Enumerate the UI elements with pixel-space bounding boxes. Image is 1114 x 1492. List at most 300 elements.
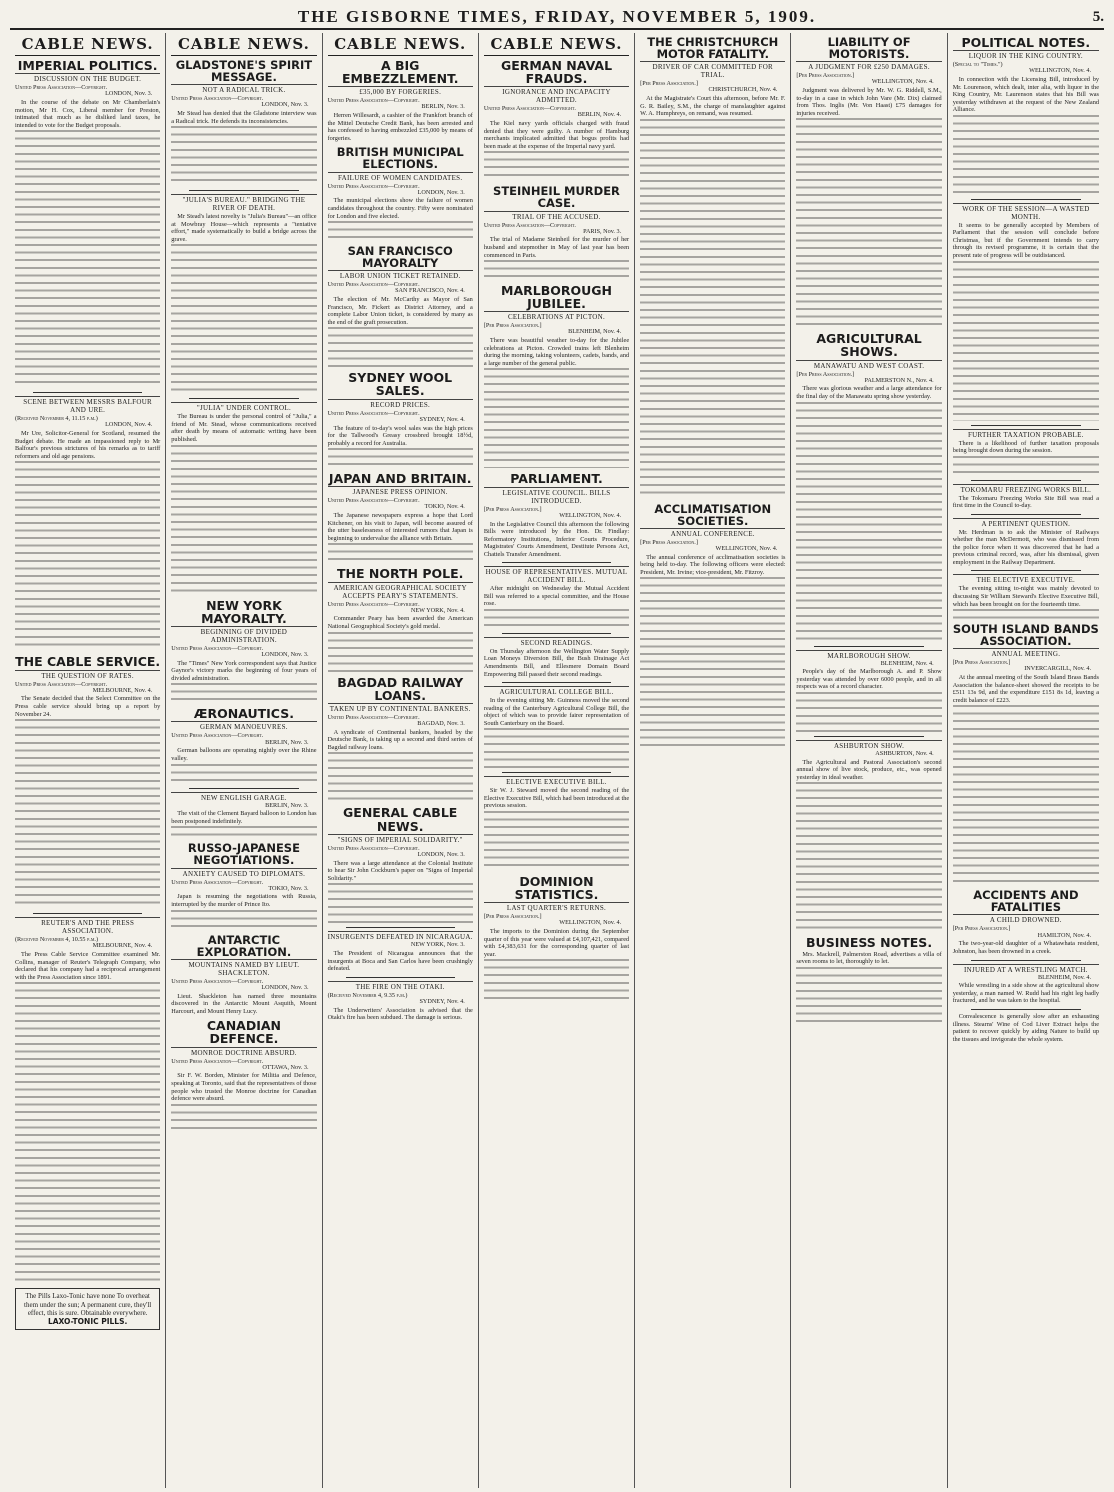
article-body: Mr Stead's latest novelty is "Julia's Bureau"—an office at Mowbray House—which represents a "tentative effort," made systematically to build a bridge across the grave. xyxy=(171,213,317,243)
article-continuation-text xyxy=(484,609,629,629)
article-headline: SOUTH ISLAND BANDS ASSOCIATION. xyxy=(952,622,1099,649)
article xyxy=(796,36,941,328)
article-headline: GLADSTONE'S SPIRIT MESSAGE. xyxy=(175,58,313,85)
article-credit: United Press Association—Copyright. xyxy=(327,600,420,608)
article xyxy=(15,655,160,909)
article-dateline: OTTAWA, Nov. 3. xyxy=(262,1063,309,1071)
article-credit: (Received November 4, 9.35 p.m.) xyxy=(327,991,408,999)
article-credit: (Received November 4, 10.55 p.m.) xyxy=(15,936,99,944)
column-header: CABLE NEWS. xyxy=(15,35,160,56)
article xyxy=(484,472,629,558)
article-body: The two-year-old daughter of a Whatawhata resident, Johnston, has been drowned in a creek. xyxy=(952,940,1099,955)
article xyxy=(484,875,629,999)
column-4 xyxy=(479,33,635,1488)
article xyxy=(328,676,473,803)
article-continuation-text xyxy=(328,752,473,802)
article-body: The Japanese newspapers express a hope that Lord Kitchener, on his visit to Japan, will become assured of the utter baselessness of interested rumors that Japan is beginning to undervalue the alliance with Britain. xyxy=(327,512,473,542)
article xyxy=(15,392,160,651)
article-body: The "Times" New York correspondent says that Justice Gaynor's victory marks the beginning of four years of divided administration. xyxy=(171,659,317,682)
section-rule xyxy=(971,570,1081,571)
article-continuation-text xyxy=(953,609,1099,619)
article-dateline: MELBOURNE, Nov. 4. xyxy=(92,686,153,694)
article-continuation-text xyxy=(484,368,629,468)
article xyxy=(953,199,1099,421)
article-dateline: HAMILTON, Nov. 4. xyxy=(1037,931,1091,939)
article xyxy=(640,503,785,748)
article xyxy=(953,1009,1099,1043)
article-subheading: ASHBURTON SHOW. xyxy=(796,740,941,750)
article-headline: ANTARCTIC EXPLORATION. xyxy=(196,932,292,959)
article-credit: [Per Press Association.] xyxy=(483,322,542,330)
section-rule xyxy=(33,913,142,914)
article xyxy=(484,633,629,678)
article-dateline: LONDON, Nov. 3. xyxy=(105,90,153,98)
article-continuation-text xyxy=(15,719,160,909)
article-body: The feature of to-day's wool sales was the high prices for the Tallwood's Greasy crossbred brought 18½d, probably a record for Australia. xyxy=(327,424,473,447)
article-body: The trial of Madame Steinheil for the murder of her husband and stepmother in May of last year has been commenced in Paris. xyxy=(483,236,630,259)
article-body: There was glorious weather and a large attendance for the final day of the Manawatu spring show yesterday. xyxy=(796,385,942,400)
article-body: The imports to the Dominion during the September quarter of this year were valued at £4,107,421, compared with £4,383,631 for the corresponding quarter of last year. xyxy=(483,928,630,958)
article-headline: THE CABLE SERVICE. xyxy=(15,654,161,670)
article xyxy=(328,59,473,142)
article-continuation-text xyxy=(328,883,473,923)
article-headline: CANADIAN DEFENCE. xyxy=(206,1018,281,1047)
article-subheading: THE FIRE ON THE OTAKI. xyxy=(328,981,473,991)
article-continuation-text xyxy=(796,782,941,932)
article xyxy=(171,934,316,1016)
section-rule xyxy=(502,633,611,634)
article-body: The election of Mr. McCarthy as Mayor of San Francisco, Mr. Fickert as District Attorney, and a complete Labor Union ticket, is considered by many as the end of the graft prosecution. xyxy=(327,296,473,326)
article xyxy=(171,599,316,704)
article-body: Convalescence is generally slow after an exhausting illness. Stearns' Wine of Cod Liver Extract helps the patient to recover quickly by aiding Nature to build up the tissues and invigorate the whole system. xyxy=(952,1012,1099,1043)
article xyxy=(640,36,785,499)
article xyxy=(953,570,1099,619)
article-subheading: JAPANESE PRESS OPINION. xyxy=(328,486,473,496)
article xyxy=(796,332,941,641)
article-subheading: ANXIETY CAUSED TO DIPLOMATS. xyxy=(171,868,316,878)
article-dateline: BLENHEIM, Nov. 4. xyxy=(1037,973,1091,981)
article xyxy=(953,960,1099,1005)
article-headline: SYDNEY WOOL SALES. xyxy=(348,370,453,399)
section-rule xyxy=(971,425,1081,426)
article-headline: SAN FRANCISCO MAYORALTY xyxy=(347,244,453,271)
column-header: CABLE NEWS. xyxy=(171,35,316,56)
article-headline: AGRICULTURAL SHOWS. xyxy=(816,331,922,360)
article-dateline: NEW YORK, Nov. 4. xyxy=(410,606,465,614)
article xyxy=(328,806,473,923)
article-subheading: SECOND READINGS. xyxy=(484,637,629,647)
article-headline: ACCIDENTS AND FATALITIES xyxy=(973,888,1079,915)
article-credit: United Press Association—Copyright. xyxy=(327,97,420,105)
article xyxy=(484,185,629,280)
article-headline: BAGDAD RAILWAY LOANS. xyxy=(337,674,464,703)
section-rule xyxy=(971,1009,1081,1010)
section-rule xyxy=(814,646,923,647)
article-headline: NEW YORK MAYORALTY. xyxy=(201,597,287,626)
article-body: The Senate decided that the Select Committee on the Press cable service should bring up a report by November 24. xyxy=(15,695,161,718)
article-continuation-text xyxy=(796,118,941,328)
article-continuation-text xyxy=(328,543,473,563)
article xyxy=(953,480,1099,510)
article-subheading: DISCUSSION ON THE BUDGET. xyxy=(15,73,160,83)
article-body: The Tokomaru Freezing Works Site Bill was read a first time in the Council to-day. xyxy=(952,494,1099,510)
article-subheading: SCENE BETWEEN MESSRS BALFOUR AND URE. xyxy=(15,396,160,414)
article-continuation-text xyxy=(15,982,160,1282)
article-subheading: CELEBRATIONS AT PICTON. xyxy=(484,311,629,321)
article-credit: United Press Association—Copyright. xyxy=(483,221,576,229)
article-credit: United Press Association—Copyright. xyxy=(15,84,108,92)
article-subheading: NOT A RADICAL TRICK. xyxy=(171,84,316,94)
section-rule xyxy=(189,190,298,191)
article xyxy=(328,927,473,972)
article-continuation-text xyxy=(640,119,785,499)
article-subheading: A JUDGMENT FOR £250 DAMAGES. xyxy=(796,61,941,71)
article-headline: LIABILITY OF MOTORISTS. xyxy=(827,35,911,62)
article-subheading: THE QUESTION OF RATES. xyxy=(15,670,160,680)
article-credit: [Per Press Association.] xyxy=(640,538,698,546)
article xyxy=(328,472,473,563)
article-dateline: BLENHEIM, Nov. 4. xyxy=(568,328,622,336)
article-subheading: MARLBOROUGH SHOW. xyxy=(796,650,941,660)
article-body: At the annual meeting of the South Island Brass Bands Association the balance-sheet showed the receipts to be £511 13s 9d, and the expenditure £151 8s 1d, leaving a credit balance of £223. xyxy=(952,674,1099,704)
article-credit: United Press Association—Copyright. xyxy=(171,95,264,103)
article xyxy=(171,788,316,839)
article-body: The Press Cable Service Committee examined Mr. Collins, manager of Reuter's Telegraph Company, who declared that his company had a reciprocal arrangement with the Press Association since 1891. xyxy=(15,951,161,981)
article xyxy=(953,623,1099,885)
article-subheading: NEW ENGLISH GARAGE. xyxy=(171,792,316,802)
article-subheading: FURTHER TAXATION PROBABLE. xyxy=(953,429,1099,439)
article-continuation-text xyxy=(171,683,316,703)
advert-text: The Pills Laxo-Tonic have none To overheat them under the sun; A permanent cure, they'll effect, this is sure. Obtainable everywhere. xyxy=(24,1292,152,1317)
article-body: The annual conference of acclimatisation societies is being held to-day. The following officers were elected: President, Mr. Irvine; vice-president, Mr. Fitzroy. xyxy=(640,553,786,576)
article xyxy=(171,707,316,783)
article-headline: GERMAN NAVAL FRAUDS. xyxy=(500,58,613,87)
article-subheading: INSURGENTS DEFEATED IN NICARAGUA. xyxy=(327,933,473,942)
article-credit: [Per Press Association.] xyxy=(952,925,1011,933)
article-body: In connection with the Licensing Bill, introduced by Mr. Lourenson, which dealt, inter alia, with liquor in the King Country, Mr. Laurenson states that his Bill was yesterday withdrawn at the request of the New Zealand Alliance. xyxy=(952,76,1099,114)
article-headline: JAPAN AND BRITAIN. xyxy=(328,471,472,487)
article-body: The municipal elections show the failure of women candidates throughout the country. Fifty were nominated for London and five elected. xyxy=(327,197,473,220)
article-continuation-text xyxy=(796,692,941,732)
masthead xyxy=(10,6,1104,30)
article-continuation-text xyxy=(328,448,473,468)
article-headline: IMPERIAL POLITICS. xyxy=(17,58,158,73)
article-dateline: MELBOURNE, Nov. 4. xyxy=(92,942,153,950)
advertisement xyxy=(15,1288,160,1330)
article-subheading: LEGISLATIVE COUNCIL. BILLS INTRODUCED. xyxy=(484,487,629,505)
article-subheading: LABOR UNION TICKET RETAINED. xyxy=(328,270,473,280)
article-body: Mr. Herdman is to ask the Minister of Railways whether the man McDermott, who was dismissed from the police force when it was discovered that he had a previous criminal record, was, after his dismissal, given employment in the Railway Department. xyxy=(952,528,1099,566)
article-dateline: WELLINGTON, Nov. 4. xyxy=(1029,67,1091,75)
article xyxy=(328,245,473,367)
column-7 xyxy=(948,33,1104,1488)
article-credit: (Special to "Times.") xyxy=(952,61,1003,69)
article xyxy=(796,936,941,1026)
article-continuation-text xyxy=(328,327,473,367)
article-dateline: BLENHEIM, Nov. 4. xyxy=(880,659,934,667)
article xyxy=(484,682,629,768)
article xyxy=(484,59,629,181)
article-subheading: LAST QUARTER'S RETURNS. xyxy=(484,902,629,912)
article-credit: [Per Press Association.] xyxy=(483,913,542,921)
article-headline: BRITISH MUNICIPAL ELECTIONS. xyxy=(336,145,464,172)
article-credit: [Per Press Association.] xyxy=(952,659,1011,667)
article-body: After midnight on Wednesday the Mutual Accident Bill was referred to a special committee, and the House rose. xyxy=(483,585,630,608)
article-dateline: SYDNEY, Nov. 4. xyxy=(419,997,465,1005)
article-dateline: WELLINGTON, Nov. 4. xyxy=(715,544,778,552)
article xyxy=(328,146,473,241)
column-header: CABLE NEWS. xyxy=(328,35,473,56)
article xyxy=(15,59,160,388)
article-continuation-text xyxy=(328,632,473,672)
section-rule xyxy=(814,736,923,737)
article-dateline: LONDON, Nov. 3. xyxy=(261,983,309,991)
article-dateline: WELLINGTON, Nov. 4. xyxy=(559,511,622,519)
article-headline: POLITICAL NOTES. xyxy=(961,35,1091,50)
article-credit: United Press Association—Copyright. xyxy=(171,977,264,985)
article-continuation-text xyxy=(171,244,316,394)
article-subheading: RECORD PRICES. xyxy=(328,399,473,409)
advert-brand: LAXO-TONIC PILLS. xyxy=(47,1317,128,1327)
column-1 xyxy=(10,33,166,1488)
article-credit: (Received November 4, 11.15 p.m.) xyxy=(15,415,98,423)
article-subheading: £35,000 BY FORGERIES. xyxy=(328,86,473,96)
article-subheading: ELECTIVE EXECUTIVE BILL. xyxy=(484,776,629,786)
column-header: CABLE NEWS. xyxy=(484,35,629,56)
article-dateline: BERLIN, Nov. 4. xyxy=(577,111,622,119)
article-headline: BUSINESS NOTES. xyxy=(806,935,933,951)
article xyxy=(171,190,316,394)
article-body: It seems to be generally accepted by Members of Parliament that the session will conclude before Christmas, but if the Government intends to carry through its revised programme, it is certain that the present rate of progress will be outdistanced. xyxy=(952,221,1099,259)
article-credit: [Per Press Association.] xyxy=(640,80,698,88)
article-body: While wrestling in a side show at the agricultural show yesterday, a man named W. Rudd had his right leg badly fractured, and he was taken to the hospital. xyxy=(952,982,1099,1005)
article-subheading: AMERICAN GEOGRAPHICAL SOCIETY ACCEPTS PEARY'S STATEMENTS. xyxy=(328,582,473,600)
article-credit: United Press Association—Copyright. xyxy=(327,409,420,417)
article-continuation-text xyxy=(15,130,160,388)
article xyxy=(328,567,473,671)
article-subheading: THE ELECTIVE EXECUTIVE. xyxy=(953,574,1099,584)
article xyxy=(953,36,1099,195)
article-continuation-text xyxy=(484,811,629,871)
article-dateline: CHRISTCHURCH, Nov. 4. xyxy=(708,86,778,94)
article-subheading: REUTER'S AND THE PRESS ASSOCIATION. xyxy=(15,917,160,935)
article-continuation-text xyxy=(484,151,629,181)
article-body: On Thursday afternoon the Wellington Water Supply Loan Moneys Diversion Bill, the Bush Drainage Act Amendments Bill, and Ellesmere Domain Board Empowering Bill passed their second readings. xyxy=(483,647,630,678)
article-credit: [Per Press Association.] xyxy=(796,370,855,378)
article-subheading: AGRICULTURAL COLLEGE BILL. xyxy=(484,686,629,696)
section-rule xyxy=(971,199,1081,200)
article-subheading: A PERTINENT QUESTION. xyxy=(953,518,1099,528)
section-rule xyxy=(502,562,611,563)
article-continuation-text xyxy=(171,1104,316,1134)
article-continuation-text xyxy=(328,221,473,241)
article-subheading: IGNORANCE AND INCAPACITY ADMITTED. xyxy=(484,86,629,104)
article-credit: [Per Press Association.] xyxy=(796,72,855,80)
section-rule xyxy=(971,514,1081,515)
article-subheading: "SIGNS OF IMPERIAL SOLIDARITY." xyxy=(328,834,473,844)
article-continuation-text xyxy=(171,764,316,784)
article xyxy=(484,772,629,871)
article-subheading: ANNUAL MEETING. xyxy=(953,648,1099,658)
article xyxy=(796,646,941,732)
article-subheading: HOUSE OF REPRESENTATIVES. MUTUAL ACCIDENT BILL. xyxy=(485,568,628,585)
article-headline: DOMINION STATISTICS. xyxy=(514,873,599,903)
article-credit: United Press Association—Copyright. xyxy=(171,1057,264,1065)
column-5 xyxy=(635,33,791,1488)
article-body: Herren Willesardt, a cashier of the Frankfort branch of the Mittel Deutsche Credit Bank, has been arrested and has confessed to having embezzled £35,000 by means of forgeries. xyxy=(327,112,473,142)
article-dateline: NEW YORK, Nov. 3. xyxy=(410,941,465,949)
article-body: Mrs. Mackrell, Palmerston Road, advertises a villa of seven rooms to let, thoroughly to let. xyxy=(796,950,942,966)
article-body: Mr Stead has denied that the Gladstone interview was a Radical trick. He defends its inconsistencies. xyxy=(171,110,317,125)
article-continuation-text xyxy=(953,115,1099,195)
article-body: A syndicate of Continental bankers, headed by the Deutsche Bank, is taking up a second and third series of Bagdad railway loans. xyxy=(327,728,473,751)
article xyxy=(953,889,1099,955)
article-continuation-text xyxy=(953,456,1099,476)
article-dateline: BERLIN, Nov. 3. xyxy=(421,103,465,111)
article-credit: United Press Association—Copyright. xyxy=(327,281,420,289)
article-body: Lieut. Shackleton has named three mountains discovered in the Antarctic Mount Asquith, Mount Harcourt, and Mount Henry Lucy. xyxy=(171,992,317,1015)
article-credit: United Press Association—Copyright. xyxy=(327,844,420,852)
article-dateline: LONDON, Nov. 3. xyxy=(417,188,465,196)
article-credit: [Per Press Association.] xyxy=(483,505,542,513)
article-headline: ÆRONAUTICS. xyxy=(193,706,294,722)
article xyxy=(171,1019,316,1133)
article-body: There was beautiful weather to-day for the Jubilee celebrations at Picton. Crowded trains left Blenheim during the morning, taking volunteers, cadets, bands, and a large number of the general public. xyxy=(483,337,630,367)
article-subheading: LIQUOR IN THE KING COUNTRY. xyxy=(953,50,1099,60)
article-dateline: WELLINGTON, Nov. 4. xyxy=(559,919,622,927)
article-body: The evening sitting to-night was mainly devoted to discussing Sir William Steward's Elective Executive Bill, which has been brought on for the fourteenth time. xyxy=(952,585,1099,608)
article-body: Commander Peary has been awarded the American National Geographical Society's gold medal. xyxy=(327,615,473,631)
section-rule xyxy=(189,788,298,789)
article-continuation-text xyxy=(953,261,1099,421)
article xyxy=(15,913,160,1282)
article xyxy=(171,842,316,929)
article xyxy=(953,514,1099,567)
article-subheading: MONROE DOCTRINE ABSURD. xyxy=(171,1047,316,1057)
article xyxy=(171,398,316,594)
article-dateline: SAN FRANCISCO, Nov. 4. xyxy=(395,287,465,295)
article-body: The Bureau is under the personal control of "Julia," a friend of Mr. Stead, whose communications received after death by means of automatic writing have been published. xyxy=(171,413,317,443)
article-continuation-text xyxy=(796,967,941,1027)
article xyxy=(796,736,941,932)
article-dateline: LONDON, Nov. 4. xyxy=(105,421,153,429)
article-body: The Underwriters' Association is advised that the Otaki's fire has been subdued. The damage is serious. xyxy=(327,1006,473,1022)
article-dateline: LONDON, Nov. 3. xyxy=(417,850,465,858)
article-subheading: MOUNTAINS NAMED BY LIEUT. SHACKLETON. xyxy=(171,959,316,977)
article-body: The visit of the Clement Bayard balloon to London has been postponed indefinitely. xyxy=(171,810,317,825)
article-continuation-text xyxy=(484,959,629,999)
article-body: In the course of the debate on Mr Chamberlain's motion, Mr H. Cox, Liberal member for Preston, intimated that much as he disliked land taxes, he intended to vote for the Budget proposals. xyxy=(15,99,161,129)
article-subheading: INJURED AT A WRESTLING MATCH. xyxy=(953,964,1099,974)
section-rule xyxy=(971,960,1081,961)
article-headline: ACCLIMATISATION SOCIETIES. xyxy=(654,501,772,528)
article-dateline: WELLINGTON, Nov. 4. xyxy=(871,78,934,86)
article-body: The President of Nicaragua announces that the insurgents at Boca and San Carlos have been crushingly defeated. xyxy=(327,950,473,973)
article-body: Japan is resuming the negotiations with Russia, interrupted by the murder of Prince Ito. xyxy=(171,893,317,909)
article-body: The Agricultural and Pastoral Association's second annual show of live stock, produce, etc., was opened yesterday in ideal weather. xyxy=(796,758,942,781)
article-continuation-text xyxy=(953,705,1099,885)
article-headline: THE NORTH POLE. xyxy=(336,566,464,582)
article-body: There was a large attendance at the Colonial Institute to hear Sir John Cockburn's paper on "Signs of Imperial Solidarity." xyxy=(327,859,473,882)
article-credit: United Press Association—Copyright. xyxy=(327,182,420,190)
article-credit: United Press Association—Copyright. xyxy=(15,680,108,688)
article-body: Judgment was delivered by Mr. W. G. Riddell, S.M., to-day in a case in which John Vare (Mr. Dix) claimed from Thos. Inglis (Mr. Von Haast) £75 damages for injuries received. xyxy=(796,87,942,117)
section-rule xyxy=(502,682,611,683)
article-subheading: FAILURE OF WOMEN CANDIDATES. xyxy=(328,172,473,182)
article-headline: RUSSO-JAPANESE NEGOTIATIONS. xyxy=(187,841,300,868)
article-subheading: A CHILD DROWNED. xyxy=(953,914,1099,924)
article-body: The Kiel navy yards officials charged with fraud denied that they were guilty. A number of Hamburg merchants implicated admitted that bogus profits had been made at the expense of the Imperial navy yard. xyxy=(483,120,630,150)
article-dateline: LONDON, Nov. 3. xyxy=(261,650,309,658)
page-number: 5. xyxy=(1092,8,1104,25)
article-subheading: BEGINNING OF DIVIDED ADMINISTRATION. xyxy=(171,626,316,644)
article-body: People's day of the Marlborough A. and P. Show yesterday was attended by over 6000 people, and in all respects was of a record character. xyxy=(796,668,942,691)
article-dateline: TOKIO, Nov. 4. xyxy=(424,503,465,511)
article-headline: PARLIAMENT. xyxy=(510,471,603,487)
article-dateline: PALMERSTON N., Nov. 4. xyxy=(864,376,934,384)
article-headline: STEINHEIL MURDER CASE. xyxy=(493,184,620,211)
column-2 xyxy=(166,33,322,1488)
article-body: Sir W. J. Steward moved the second reading of the Elective Executive Bill, which had been introduced at the previous session. xyxy=(483,787,630,810)
section-rule xyxy=(971,480,1081,481)
article-continuation-text xyxy=(640,577,785,747)
article-continuation-text xyxy=(171,826,316,838)
article-continuation-text xyxy=(171,445,316,595)
article-dateline: BERLIN, Nov. 3. xyxy=(265,801,309,809)
section-rule xyxy=(502,772,611,773)
columns xyxy=(10,33,1104,1488)
article-dateline: BAGDAD, Nov. 3. xyxy=(417,719,465,727)
article-subheading: TAKEN UP BY CONTINENTAL BANKERS. xyxy=(328,703,473,713)
article-continuation-text xyxy=(15,461,160,651)
article-continuation-text xyxy=(484,260,629,280)
article xyxy=(328,977,473,1022)
article-continuation-text xyxy=(796,402,941,642)
article-body: In the evening sitting Mr. Guinness moved the second reading of the Canterbury Agricultural College Bill, the object of which was to provide fairer representation of South Canterbury on the Board. xyxy=(483,697,630,727)
article-credit: United Press Association—Copyright. xyxy=(327,713,420,721)
section-rule xyxy=(346,927,455,928)
article-body: German balloons are operating nightly over the Rhine valley. xyxy=(171,747,317,762)
article-credit: United Press Association—Copyright. xyxy=(171,732,264,740)
article-body: In the Legislative Council this afternoon the following Bills were introduced by the Hon. Dr. Findlay: Reformatory Institutions, Inferior Courts Procedure, Magistrates' Courts Amendment, Destitute Persons Act, Chattels Transfer Amendment. xyxy=(483,520,630,558)
article-continuation-text xyxy=(171,126,316,186)
article-subheading: MANAWATU AND WEST COAST. xyxy=(796,360,941,370)
article-dateline: TOKIO, Nov. 3. xyxy=(268,884,309,892)
article-continuation-text xyxy=(484,728,629,768)
article-subheading: DRIVER OF CAR COMMITTED FOR TRIAL. xyxy=(640,61,785,79)
article-dateline: SYDNEY, Nov. 4. xyxy=(419,415,465,423)
article-subheading: GERMAN MANOEUVRES. xyxy=(171,721,316,731)
article-subheading: TRIAL OF THE ACCUSED. xyxy=(484,211,629,221)
article-headline: MARLBOROUGH JUBILEE. xyxy=(501,283,612,312)
article-credit: United Press Association—Copyright. xyxy=(483,105,576,113)
article-dateline: BERLIN, Nov. 3. xyxy=(265,738,309,746)
article-headline: GENERAL CABLE NEWS. xyxy=(343,805,458,834)
article xyxy=(484,562,629,629)
article-headline: THE CHRISTCHURCH MOTOR FATALITY. xyxy=(647,35,779,62)
section-rule xyxy=(33,392,142,393)
article-credit: United Press Association—Copyright. xyxy=(171,878,264,886)
article-subheading: "JULIA" UNDER CONTROL. xyxy=(171,402,316,412)
article-dateline: ASHBURTON, Nov. 4. xyxy=(875,749,934,757)
article-subheading: WORK OF THE SESSION—A WASTED MONTH. xyxy=(953,203,1099,221)
article xyxy=(328,371,473,468)
article-body: At the Magistrate's Court this afternoon, before Mr. F. G. R. Bailey, S.M., the charge of manslaughter against W. A. Humphreys, on remand, was resumed. xyxy=(640,95,786,118)
column-6 xyxy=(791,33,947,1488)
article-dateline: PARIS, Nov. 3. xyxy=(583,227,622,235)
article-subheading: "JULIA'S BUREAU." BRIDGING THE RIVER OF DEATH. xyxy=(171,194,316,212)
article-headline: A BIG EMBEZZLEMENT. xyxy=(341,58,459,87)
